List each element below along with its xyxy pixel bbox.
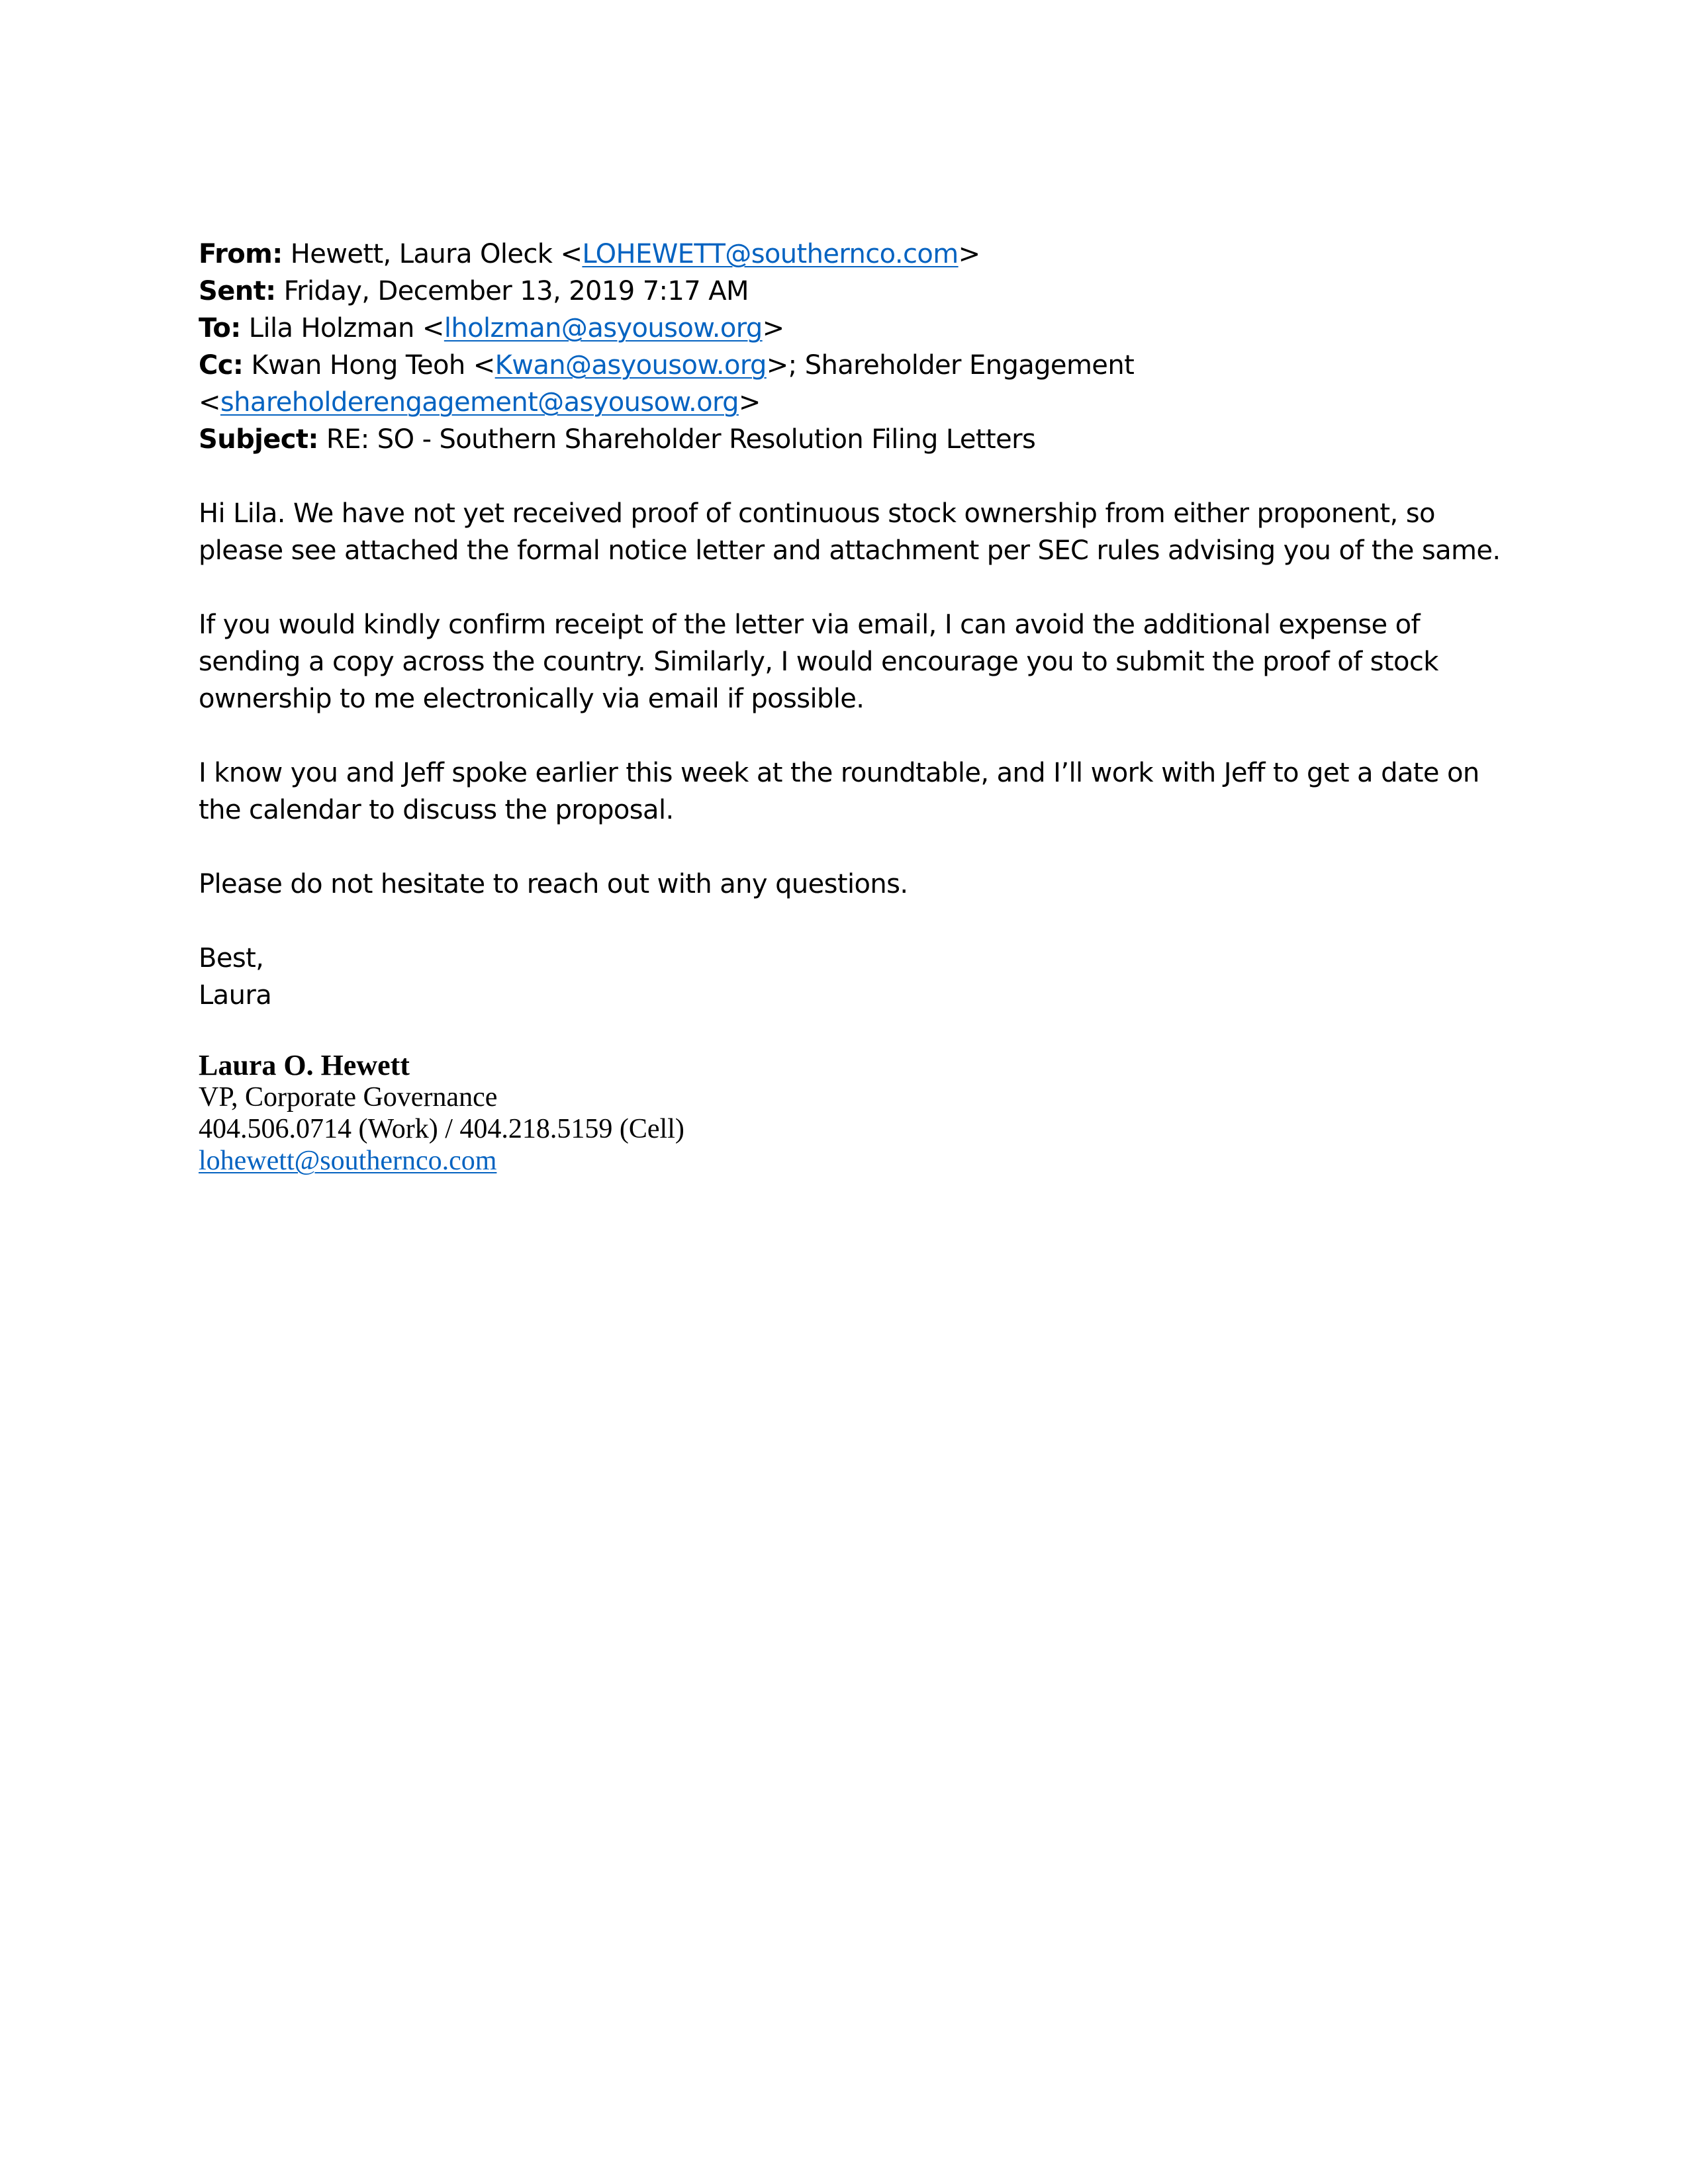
email-header [199,236,1509,458]
cc-line: Cc: Kwan Hong Teoh <Kwan@asyousow.org>; Shareholder Engagement [199,350,1135,381]
to-email-link[interactable]: lholzman@asyousow.org [444,313,763,343]
cc-email-link-1[interactable]: Kwan@asyousow.org [494,350,767,381]
cc-line-continued: <shareholderengagement@asyousow.org> [199,387,761,418]
cc-email-link-2[interactable]: shareholderengagement@asyousow.org [220,387,739,418]
cc-name-1: Kwan Hong Teoh [251,350,465,381]
from-label: From: [199,239,283,269]
body-paragraph-3: I know you and Jeff spoke earlier this week at the roundtable, and I’ll work with Jeff to get a date on the calendar to discuss the proposal. [199,758,1479,825]
cc-label: Cc: [199,350,244,381]
subject-line [199,421,1509,458]
sent-value: Friday, December 13, 2019 7:17 AM [283,276,749,306]
closing-text: Best, [199,943,264,974]
subject-label: Subject: [199,424,318,455]
from-name: Hewett, Laura Oleck [290,239,553,269]
sent-label: Sent: [199,276,276,306]
from-email-link[interactable]: LOHEWETT@southernco.com [582,239,959,269]
signature-phones: 404.506.0714 (Work) / 404.218.5159 (Cell) [199,1114,684,1144]
signature-name: Laura O. Hewett [199,1049,410,1081]
email-message [199,236,1509,1014]
body-paragraph-1: Hi Lila. We have not yet received proof of continuous stock ownership from either proponent, so please see attached the formal notice letter and attachment per SEC rules advising you of the same. [199,498,1501,566]
closing-block [199,940,1509,1014]
email-signature [199,1050,684,1177]
to-label: To: [199,313,241,343]
signature-title: VP, Corporate Governance [199,1082,498,1113]
subject-value: RE: SO - Southern Shareholder Resolution Filing Letters [326,424,1036,455]
sent-line [199,273,1509,310]
closing-name: Laura [199,980,272,1011]
from-line: From: Hewett, Laura Oleck <LOHEWETT@southernco.com> [199,239,980,269]
cc-name-2: Shareholder Engagement [804,350,1135,381]
body-paragraph-2: If you would kindly confirm receipt of the letter via email, I can avoid the additional expense of sending a copy across the country. Similarly, I would encourage you to submit the proof of stock ownership to me electronically via email if possible. [199,610,1438,714]
to-name: Lila Holzman [248,313,414,343]
to-line: To: Lila Holzman <lholzman@asyousow.org> [199,313,784,343]
signature-email-link[interactable]: lohewett@southernco.com [199,1146,497,1176]
body-paragraph-4: Please do not hesitate to reach out with any questions. [199,869,908,899]
